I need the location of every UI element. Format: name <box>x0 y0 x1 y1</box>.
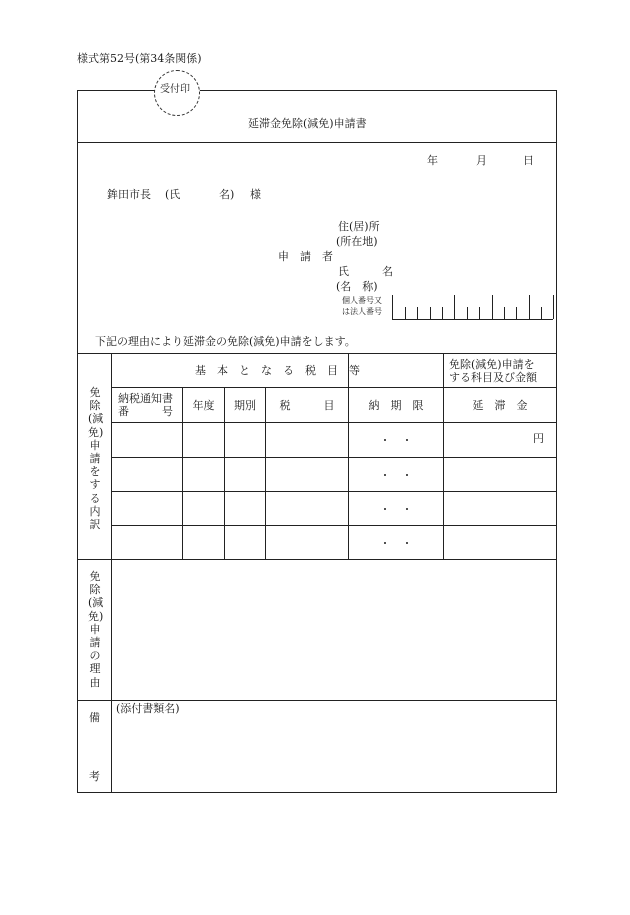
id-number-separator <box>454 295 455 319</box>
col-notice-line1: 納税通知書 <box>118 392 173 405</box>
attachments-label: (添付書類名) <box>116 702 180 715</box>
applicant-location-label: (所在地) <box>336 235 378 248</box>
basis-header: 基 本 と な る 税 目 等 <box>195 364 360 377</box>
frame-right <box>556 90 557 792</box>
row1-due-dots: ・ ・ <box>379 434 413 447</box>
applicant-entity-name-label: (名 称) <box>336 280 378 293</box>
id-number-tick <box>516 307 517 319</box>
id-number-separator <box>492 295 493 319</box>
frame-left <box>77 90 78 792</box>
id-number-baseline <box>392 319 553 320</box>
col-tax-item: 税 目 <box>279 399 335 412</box>
applicant-id-label-line1: 個人番号又 <box>342 296 382 305</box>
frame-top-right <box>197 90 556 91</box>
id-number-box-right <box>553 295 554 319</box>
applicant-name-label: 氏 名 <box>338 265 393 278</box>
id-number-tick <box>479 307 480 319</box>
id-number-tick <box>467 307 468 319</box>
addressee-name: 名) <box>219 188 235 201</box>
frame-bottom <box>77 792 557 793</box>
applicant-label: 申 請 者 <box>278 250 333 263</box>
label-column-divider <box>111 353 112 792</box>
right-header-line2: する科目及び金額 <box>449 371 537 384</box>
right-column-divider <box>443 353 444 559</box>
applicant-id-label-line2: は法人番号 <box>342 307 382 316</box>
id-number-separator <box>529 295 530 319</box>
title-divider <box>77 142 557 143</box>
col-divider-period <box>265 387 266 559</box>
remarks-label-bottom: 考 <box>89 770 100 783</box>
date-month-label: 月 <box>476 154 487 167</box>
table-top-border <box>77 353 557 354</box>
reason-label: 免除(減免)申請の理由 <box>88 570 104 689</box>
col-divider-notice <box>182 387 183 559</box>
col-late-fee: 延 滞 金 <box>472 399 528 412</box>
id-number-tick <box>405 307 406 319</box>
intro-text: 下記の理由により延滞金の免除(減免)申請をします。 <box>95 335 356 348</box>
frame-top-left <box>77 90 155 91</box>
row2-due-dots: ・ ・ <box>379 468 413 482</box>
id-number-tick <box>442 307 443 319</box>
id-number-tick <box>430 307 431 319</box>
row4-due-dots: ・ ・ <box>379 536 413 550</box>
col-year: 年度 <box>192 399 215 412</box>
date-year-label: 年 <box>427 154 438 167</box>
remarks-label-top: 備 <box>89 711 100 724</box>
right-header-line1: 免除(減免)申請を <box>449 358 535 371</box>
addressee-city: 鉾田市長 <box>107 188 151 201</box>
id-number-tick <box>541 307 542 319</box>
id-number-tick <box>417 307 418 319</box>
addressee-honorific: 様 <box>250 188 261 201</box>
col-due-date: 納 期 限 <box>368 399 424 412</box>
reception-stamp-label: 受付印 <box>160 84 190 95</box>
form-number: 様式第52号(第34条関係) <box>77 52 202 65</box>
row3-due-dots: ・ ・ <box>379 502 413 516</box>
col-notice-line2: 番 号 <box>118 405 173 418</box>
row1-bottom <box>111 457 557 458</box>
row1-yen-unit: 円 <box>533 432 544 445</box>
table-bottom-border <box>77 559 557 560</box>
date-day-label: 日 <box>523 154 534 167</box>
col-period: 期別 <box>234 399 256 412</box>
breakdown-section-label: 免除(減免)申請をする内訳 <box>88 386 104 532</box>
form-title: 延滞金免除(減免)申請書 <box>248 117 367 130</box>
id-number-box-left <box>392 295 393 319</box>
id-number-tick <box>504 307 505 319</box>
addressee-paren-open: (氏 <box>165 188 181 201</box>
applicant-address-label: 住(居)所 <box>338 220 380 233</box>
header-row2-bottom <box>111 422 557 423</box>
reason-bottom-border <box>77 700 557 701</box>
row2-bottom <box>111 491 557 492</box>
col-divider-year <box>224 387 225 559</box>
row3-bottom <box>111 525 557 526</box>
